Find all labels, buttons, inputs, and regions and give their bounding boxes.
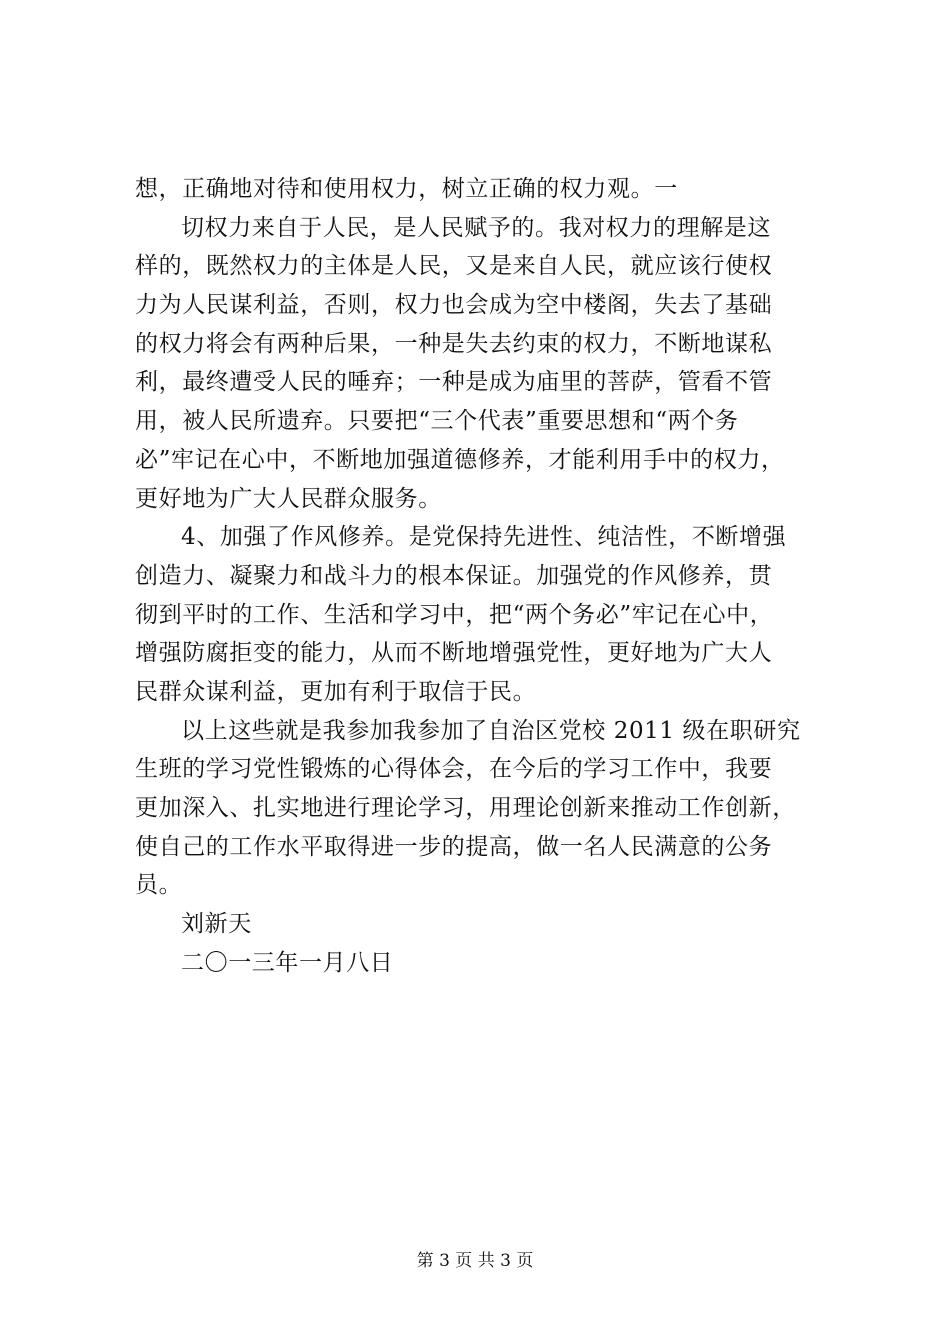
document-body xyxy=(135,170,840,982)
text-line: 更加深入、扎实地进行理论学习，用理论创新来推动工作创新， xyxy=(135,795,796,821)
text-line: 用，被人民所遗弃。只要把“三个代表”重要思想和“两个务 xyxy=(135,408,739,435)
page-footer: 第 3 页 共 3 页 xyxy=(416,1251,534,1271)
text-line: 二〇一三年一月八日 xyxy=(181,949,394,976)
text-line: 以上这些就是我参加我参加了自治区党校 2011 级在职研究 xyxy=(181,717,801,744)
text-line: 创造力、凝聚力和战斗力的根本保证。加强党的作风修养，贯 xyxy=(135,562,773,589)
text-line: 力为人民谋利益，否则，权力也会成为空中楼阁，失去了基础 xyxy=(135,292,773,319)
text-line: 彻到平时的工作、生活和学习中，把“两个务必”牢记在心中， xyxy=(135,601,774,628)
text-line: 想，正确地对待和使用权力，树立正确的权力观。一 xyxy=(135,176,678,202)
text-line: 民群众谋利益，更加有利于取信于民。 xyxy=(135,678,537,705)
text-line: 增强防腐拒变的能力，从而不断地增强党性，更好地为广大人 xyxy=(135,640,773,667)
text-line: 切权力来自于人民，是人民赋予的。我对权力的理解是这 xyxy=(181,214,771,241)
paragraph xyxy=(135,170,840,209)
paragraph xyxy=(135,905,840,944)
text-line: 样的，既然权力的主体是人民，又是来自人民，就应该行使权 xyxy=(135,253,773,280)
text-line: 利，最终遭受人民的唾弃；一种是成为庙里的菩萨，管看不管 xyxy=(135,369,773,396)
text-line: 员。 xyxy=(135,872,183,899)
text-line: 必”牢记在心中，不断地加强道德修养，才能利用手中的权力， xyxy=(135,446,785,473)
text-line: 的权力将会有两种后果，一种是失去约束的权力，不断地谋私 xyxy=(135,330,773,357)
paragraph xyxy=(135,518,840,711)
text-line: 刘新天 xyxy=(181,911,252,938)
paragraph xyxy=(135,944,840,983)
text-line: 更好地为广大人民群众服务。 xyxy=(135,485,442,512)
paragraph xyxy=(135,712,840,905)
paragraph xyxy=(135,209,840,519)
text-line: 使自己的工作水平取得进一步的提高，做一名人民满意的公务 xyxy=(135,833,773,860)
text-line: 4、加强了作风修养。是党保持先进性、纯洁性，不断增强 xyxy=(181,524,787,551)
text-line: 生班的学习党性锻炼的心得体会，在今后的学习工作中，我要 xyxy=(135,756,773,783)
